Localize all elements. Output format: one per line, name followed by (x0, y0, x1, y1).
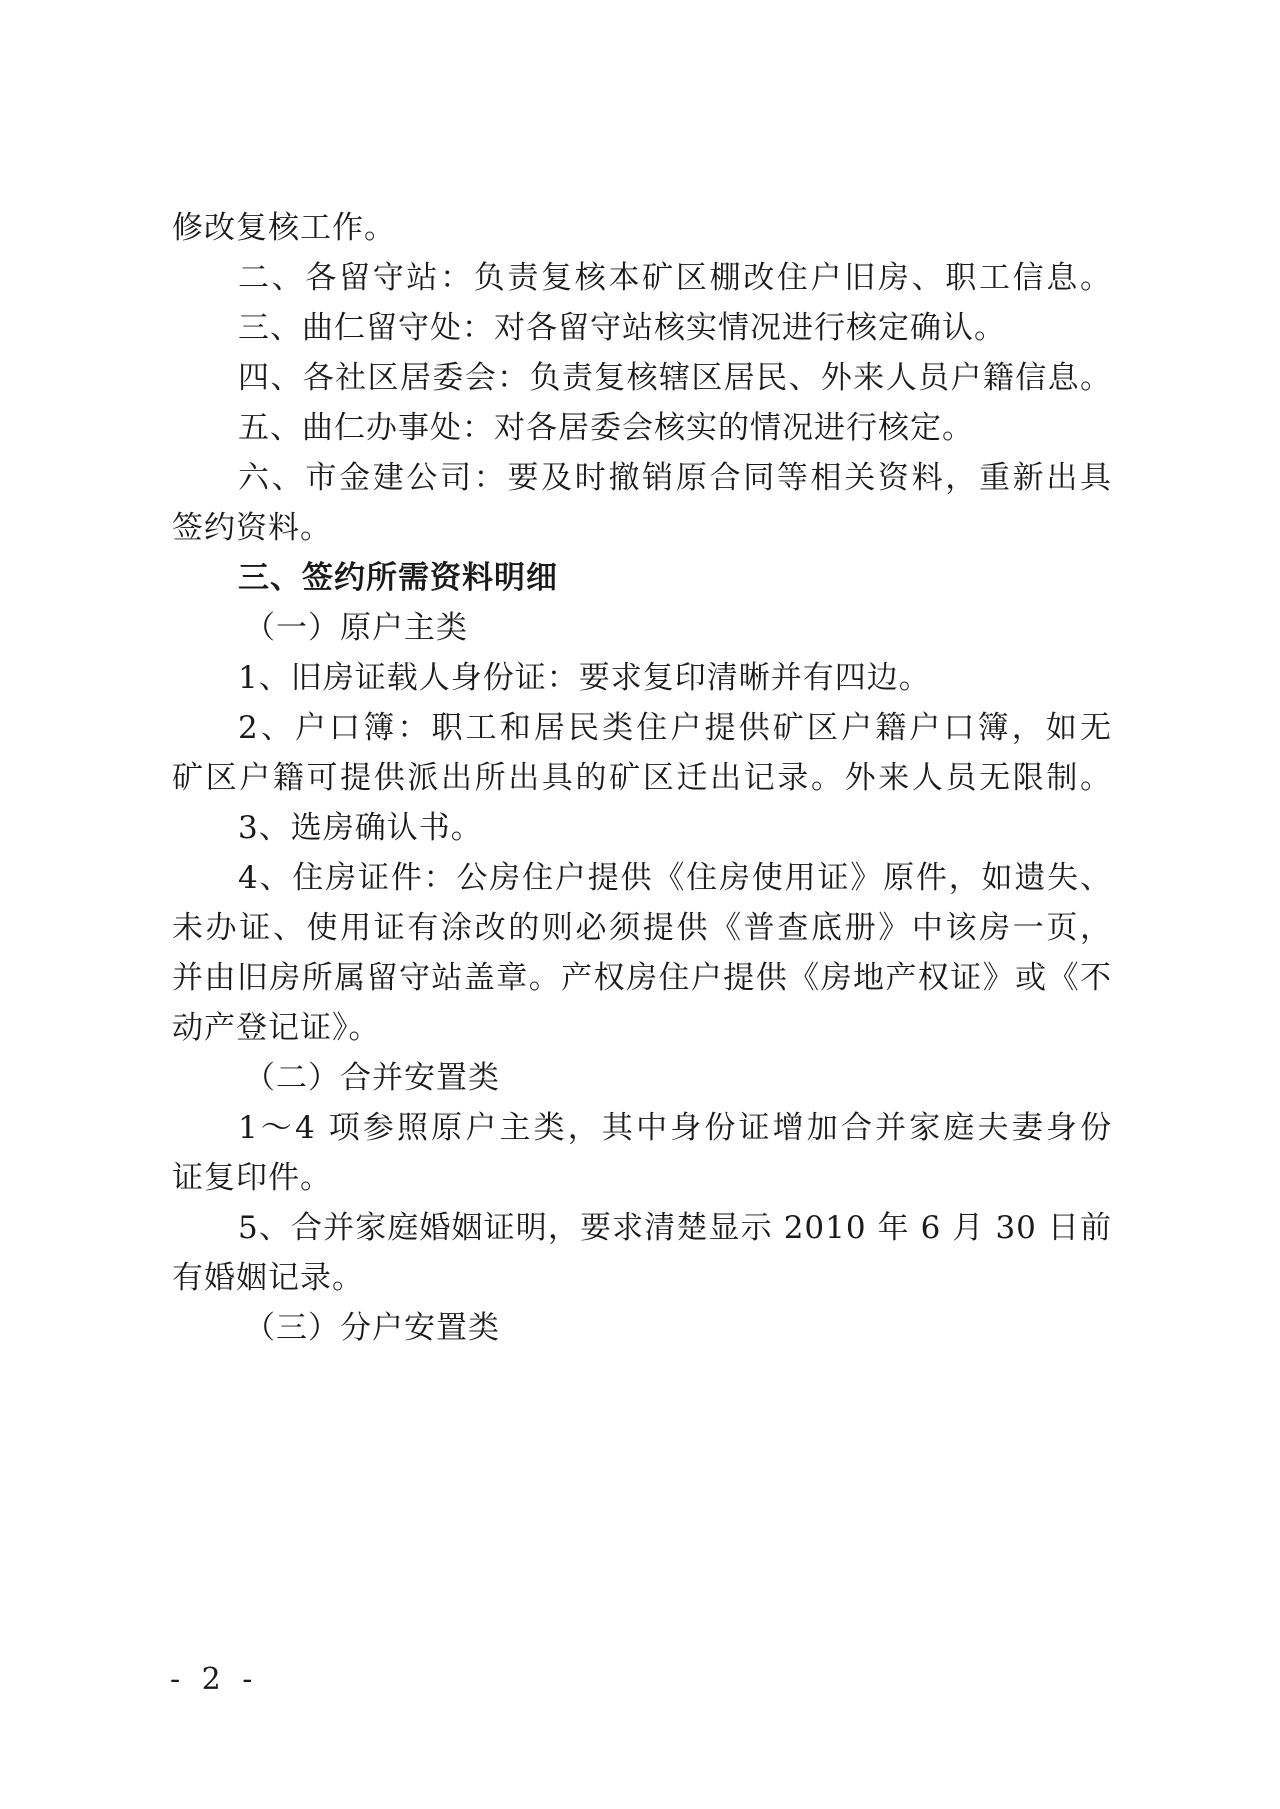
paragraph-line: 4、住房证件：公房住户提供《住房使用证》原件，如遗失、 (238, 860, 1112, 896)
paragraph-line: 3、选房确认书。 (238, 810, 483, 846)
paragraph-line: 矿区户籍可提供派出所出具的矿区迁出记录。外来人员无限制。 (172, 760, 1112, 796)
subsection-heading: （三）分户安置类 (244, 1310, 500, 1346)
paragraph-line: 1～4 项参照原户主类，其中身份证增加合并家庭夫妻身份 (238, 1110, 1112, 1146)
subsection-heading: （一）原户主类 (244, 610, 468, 646)
paragraph-line: 六、市金建公司：要及时撤销原合同等相关资料，重新出具 (238, 460, 1112, 496)
paragraph-line: 修改复核工作。 (172, 210, 396, 246)
page-number: - 2 - (170, 1662, 259, 1697)
paragraph-line: 二、各留守站：负责复核本矿区棚改住户旧房、职工信息。 (238, 260, 1112, 296)
paragraph-line: 五、曲仁办事处：对各居委会核实的情况进行核定。 (238, 410, 974, 446)
paragraph-line: 2、户口簿：职工和居民类住户提供矿区户籍户口簿，如无 (238, 710, 1112, 746)
paragraph-line: 动产登记证》。 (172, 1010, 381, 1046)
paragraph-line: 签约资料。 (172, 510, 332, 546)
paragraph-line: 5、合并家庭婚姻证明，要求清楚显示 2010 年 6 月 30 日前 (238, 1210, 1112, 1246)
paragraph-line: 未办证、使用证有涂改的则必须提供《普查底册》中该房一页， (172, 910, 1112, 946)
subsection-heading: （二）合并安置类 (244, 1060, 500, 1096)
paragraph-line: 1、旧房证载人身份证：要求复印清晰并有四边。 (238, 660, 931, 696)
paragraph-line: 三、曲仁留守处：对各留守站核实情况进行核定确认。 (238, 310, 1006, 346)
paragraph-line: 并由旧房所属留守站盖章。产权房住户提供《房地产权证》或《不 (172, 960, 1112, 996)
paragraph-line: 有婚姻记录。 (172, 1260, 364, 1296)
section-heading: 三、签约所需资料明细 (238, 560, 558, 596)
paragraph-line: 证复印件。 (172, 1160, 332, 1196)
paragraph-line: 四、各社区居委会：负责复核辖区居民、外来人员户籍信息。 (238, 360, 1112, 396)
